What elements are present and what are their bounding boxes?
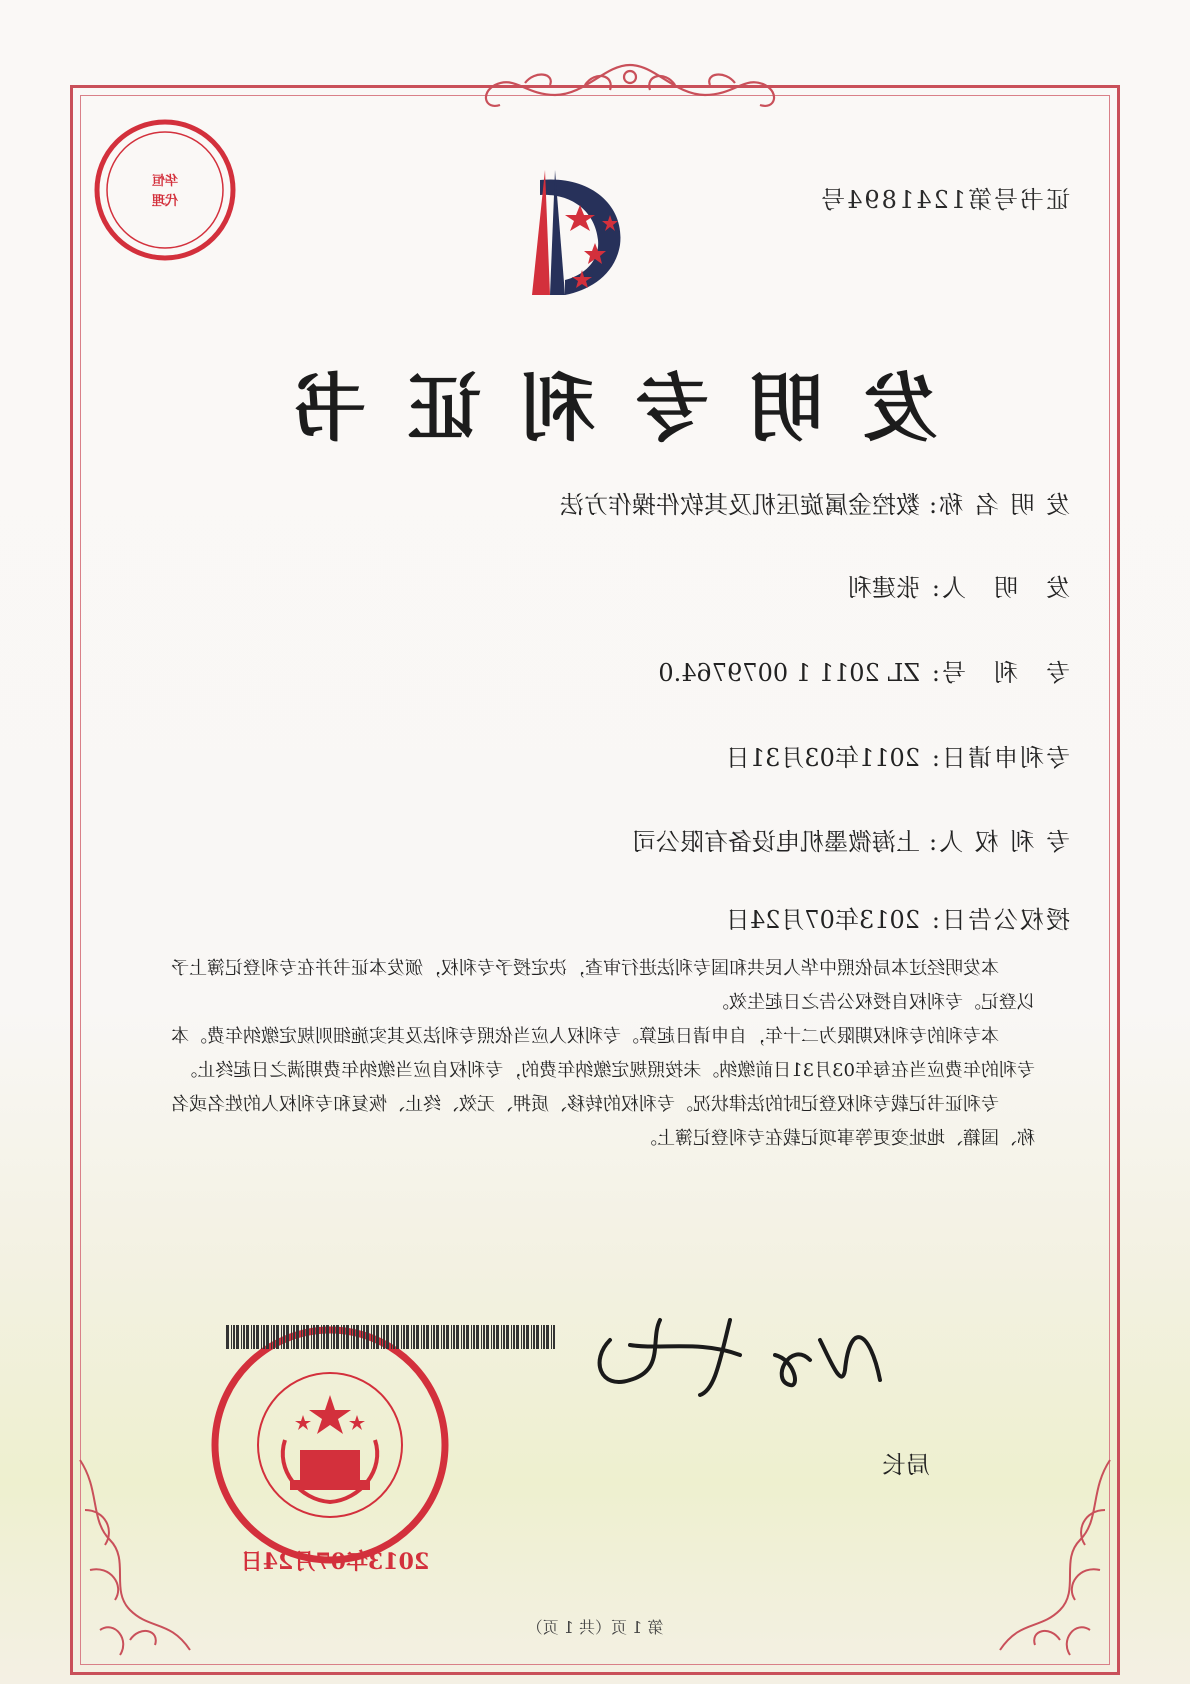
svg-text:代理: 代理 (151, 194, 179, 209)
field-value: 2011年03月31日 (725, 744, 920, 772)
body-paragraph: 专利证书记载专利权登记时的法律状况。专利权的转移、质押、无效、终止、恢复和专利权人的姓名或名称、国籍、地址变更等事项记载在专利登记簿上。 (171, 1094, 1035, 1149)
barcode (225, 1325, 555, 1349)
field-label: 授权公告日: (929, 906, 1070, 934)
field-value: 上海微墨机电设备有限公司 (632, 828, 920, 856)
page-count: 第 1 页（共 1 页） (526, 1618, 664, 1637)
field-label: 发 明 人: (929, 574, 1070, 602)
field-value: ZL 2011 1 0079764.0 (658, 659, 920, 687)
seal-date: 2013年07月24日 (240, 1549, 430, 1575)
svg-text:华恒: 华恒 (151, 174, 179, 189)
director-signature (570, 1300, 890, 1410)
field-label: 专 利 权 人: (927, 828, 1070, 856)
field-value: 2013年07月24日 (725, 906, 920, 934)
certificate-body (155, 952, 1035, 1156)
field-patentee (632, 822, 1070, 857)
field-application-date (726, 738, 1070, 773)
field-label: 发 明 名 称: (927, 491, 1070, 519)
agency-stamp (90, 115, 240, 265)
field-label: 专 利 号: (929, 659, 1070, 687)
field-value: 数控金属旋压机及其软件操作方法 (560, 491, 920, 519)
national-emblem-icon (205, 1320, 455, 1570)
page-title: 发明专利证书 (253, 366, 937, 452)
field-label: 专利申请日: (929, 744, 1070, 772)
field-value: 张建利 (848, 574, 920, 602)
body-paragraph: 本专利的专利权期限为二十年，自申请日起算。专利权人应当依照专利法及其实施细则规定缴纳年费。本专利的年费应当在每年03月31日前缴纳。未按照规定缴纳年费的，专利权自应当缴纳年费期满之日起终止。 (171, 1026, 1035, 1081)
field-invention-name (560, 485, 1070, 520)
certificate-number: 证书号第1241894号 (819, 186, 1070, 214)
top-ornament (465, 55, 795, 115)
body-paragraph: 本发明经过本局依照中华人民共和国专利法进行审查，决定授予专利权，颁发本证书并在专利登记簿上予以登记。专利权自授权公告之日起生效。 (171, 958, 1035, 1013)
patent-office-logo-icon (490, 165, 650, 305)
field-grant-date (726, 900, 1070, 935)
director-label: 局长 (882, 1451, 930, 1479)
field-patent-number (658, 653, 1070, 688)
field-inventor (848, 568, 1070, 603)
